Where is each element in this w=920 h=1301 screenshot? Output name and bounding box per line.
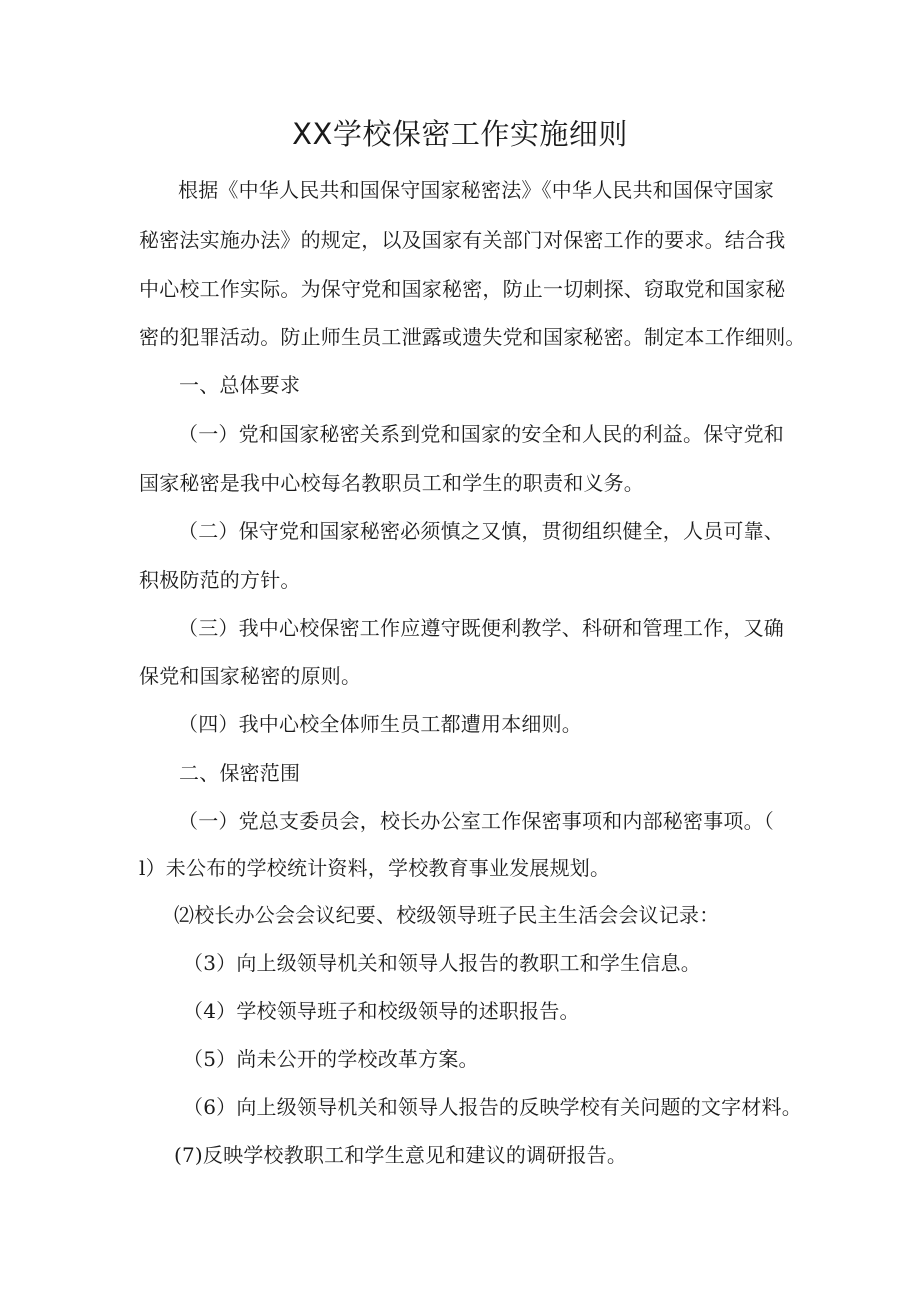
paragraph-line: 密的犯罪活动。防止师生员工泄露或遗失党和国家秘密。制定本工作细则。 bbox=[139, 325, 806, 349]
paragraph-line: （二）保守党和国家秘密必须慎之又慎，贯彻组织健全，人员可靠、 bbox=[178, 519, 784, 543]
paragraph-line: （一）党总支委员会，校长办公室工作保密事项和内部秘密事项。（ bbox=[178, 809, 774, 833]
list-item: ⑵校长办公会会议纪要、校级领导班子民主生活会会议记录： bbox=[174, 903, 720, 927]
list-item: （5）尚未公开的学校改革方案。 bbox=[183, 1047, 479, 1071]
list-item: （4）学校领导班子和校级领导的述职报告。 bbox=[183, 999, 580, 1023]
paragraph-line: （四）我中心校全体师生员工都遭用本细则。 bbox=[178, 712, 582, 736]
paragraph-line: 保党和国家秘密的原则。 bbox=[139, 664, 362, 688]
list-item: （6）向上级领导机关和领导人报告的反映学校有关问题的文字材料。 bbox=[183, 1095, 802, 1119]
paragraph-line: 国家秘密是我中心校每名教职员工和学生的职责和义务。 bbox=[139, 471, 644, 495]
document-title: XX学校保密工作实施细则 bbox=[292, 117, 628, 151]
section-heading: 二、保密范围 bbox=[179, 761, 301, 785]
paragraph-line: 积极防范的方针。 bbox=[139, 568, 301, 592]
paragraph-line: 秘密法实施办法》的规定，以及国家有关部门对保密工作的要求。结合我 bbox=[139, 228, 786, 252]
paragraph-line: （三）我中心校保密工作应遵守既便利教学、科研和管理工作，又确 bbox=[178, 616, 784, 640]
section-heading: 一、总体要求 bbox=[179, 373, 301, 397]
list-item: (7)反映学校教职工和学生意见和建议的调研报告。 bbox=[174, 1143, 628, 1167]
paragraph-line: 根据《中华人民共和国保守国家秘密法》《中华人民共和国保守国家 bbox=[178, 178, 774, 202]
list-item: （3）向上级领导机关和领导人报告的教职工和学生信息。 bbox=[183, 951, 701, 975]
paragraph-line: （一）党和国家秘密关系到党和国家的安全和人民的利益。保守党和 bbox=[178, 422, 784, 446]
paragraph-line: l）未公布的学校统计资料，学校教育事业发展规划。 bbox=[139, 856, 611, 880]
paragraph-line: 中心校工作实际。为保守党和国家秘密，防止一切刺探、窃取党和国家秘 bbox=[139, 277, 786, 301]
